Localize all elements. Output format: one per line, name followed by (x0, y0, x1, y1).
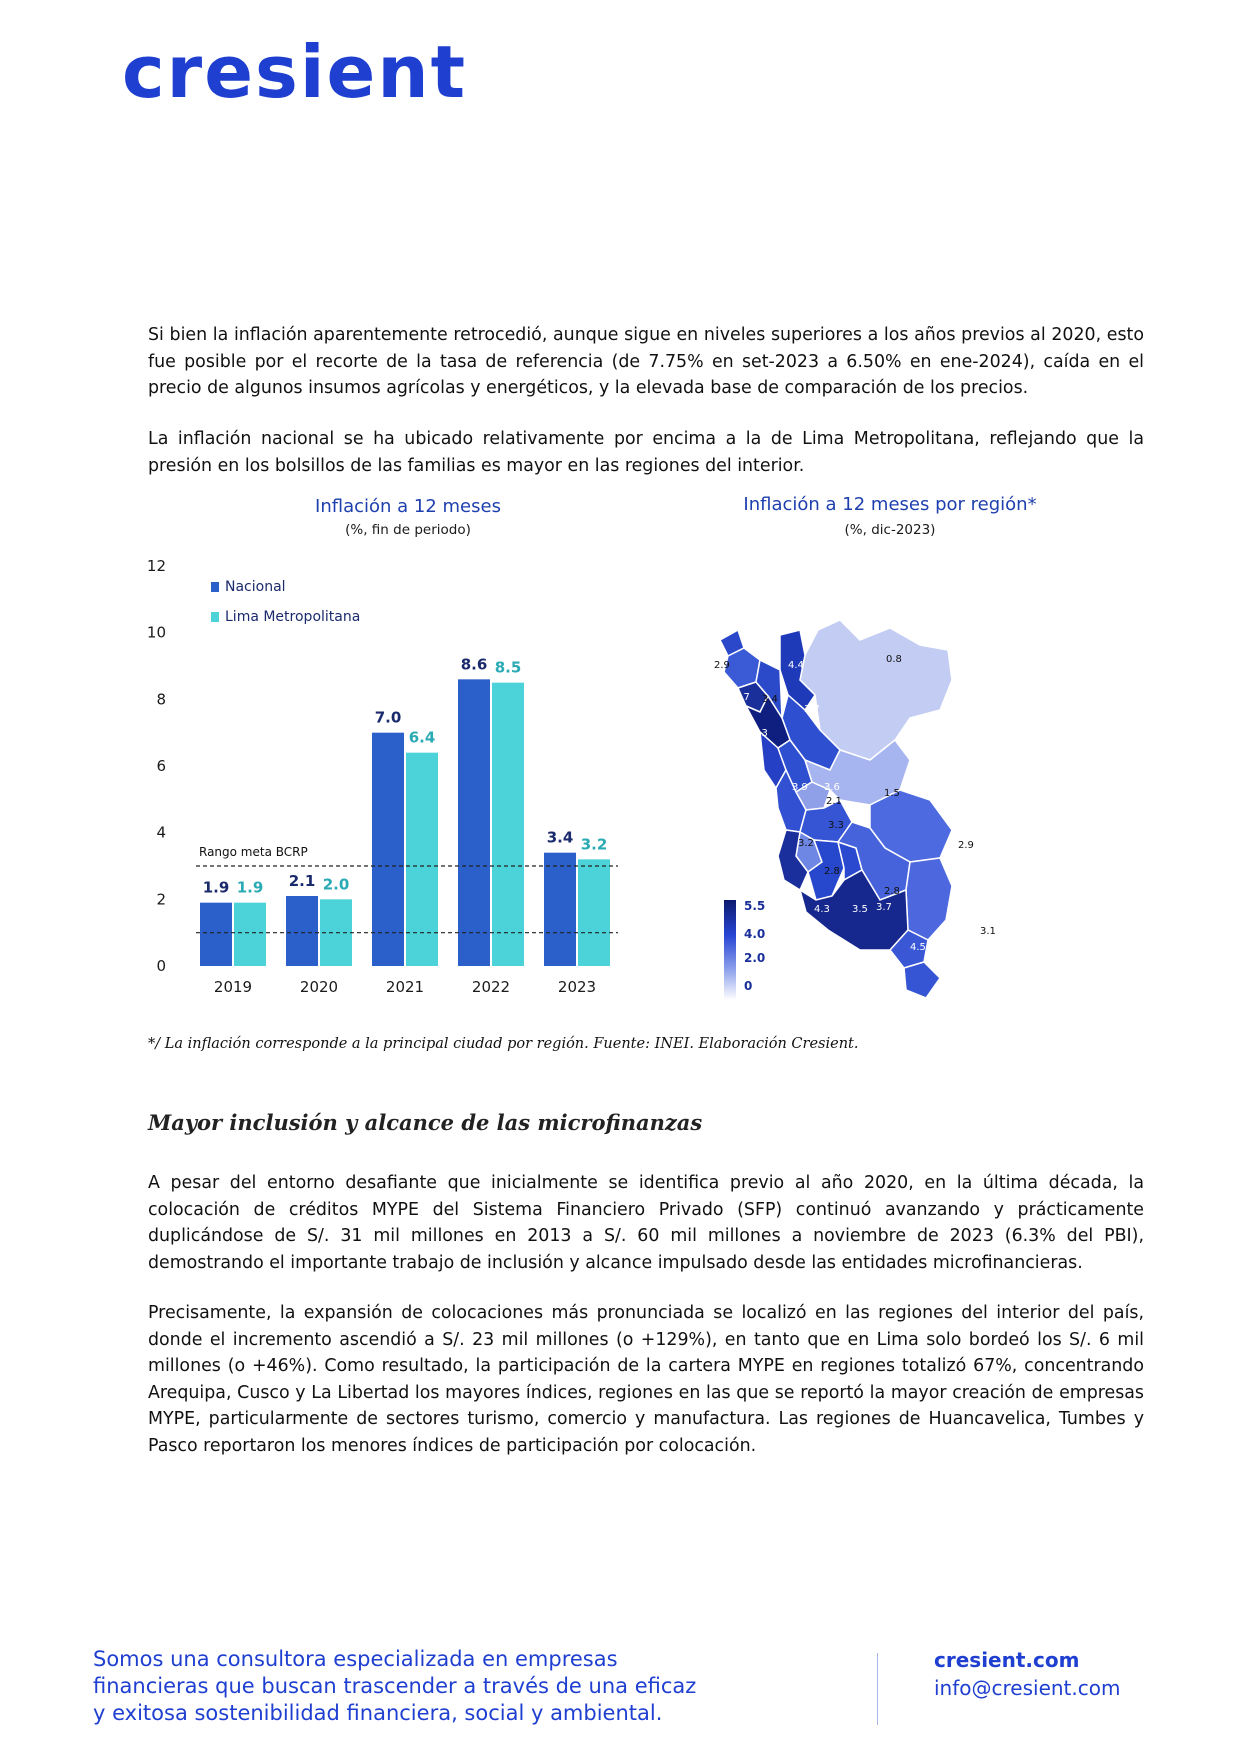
bar-nacional-2021 (372, 733, 404, 966)
region-value-label: 4.3 (814, 904, 830, 915)
color-scale-label: 5.5 (744, 899, 766, 913)
x-tick-label: 2021 (385, 978, 425, 996)
bar-nacional-2022 (458, 679, 490, 966)
map-chart-title: Inflación a 12 meses por región* (743, 494, 1037, 515)
x-tick-label: 2022 (471, 978, 511, 996)
peru-region-inflation-map (708, 600, 1060, 1020)
bar-nacional-2020 (286, 896, 318, 966)
legend-swatch (211, 612, 219, 622)
bar-value-label: 2.1 (288, 872, 316, 890)
region-value-label: 3.5 (852, 904, 868, 915)
region-value-label: 2.9 (958, 840, 974, 851)
region-value-label: 0.8 (886, 654, 902, 665)
x-tick-label: 2020 (299, 978, 339, 996)
bar-value-label: 3.4 (546, 828, 574, 847)
paragraph-inflation-intro: Si bien la inflación aparentemente retrocedió, aunque sigue en niveles superiores a los años previos al 2020, esto fue posible por el recorte de la tasa de referencia (de 7.75% en set-2023 a 6.50% en ene-2024), caída en el precio de algunos insumos agrícolas y energéticos, y la elevada base de comparación de los precios. (148, 325, 1144, 398)
region-value-label: 3.7 (876, 902, 892, 913)
bar-chart-title: Inflación a 12 meses (315, 496, 501, 517)
inflation-bar-chart (140, 548, 640, 1008)
y-tick-label: 2 (156, 890, 166, 909)
bar-lima-2022 (492, 683, 524, 966)
footer-tagline-line-2: financieras que buscan trascender a través de una eficaz (93, 1674, 697, 1698)
region-value-label: 3.9 (792, 782, 808, 793)
region-value-label: 3.4 (762, 694, 778, 705)
footer-divider (877, 1653, 878, 1725)
region-value-label: 2.1 (826, 796, 842, 807)
region-value-label: 1.5 (884, 788, 900, 799)
bar-value-label: 1.9 (202, 878, 230, 897)
region-value-label: 4.5 (910, 942, 926, 953)
y-tick-label: 12 (146, 557, 166, 575)
region-value-label: 4.4 (788, 660, 804, 671)
bar-value-label: 6.4 (408, 728, 436, 747)
footer-tagline-line-1: Somos una consultora especializada en empresas (93, 1647, 618, 1671)
region-value-label: 3.6 (824, 782, 840, 793)
y-tick-label: 0 (156, 957, 166, 975)
footer-tagline-line-3: y exitosa sostenibilidad financiera, social y ambiental. (93, 1701, 663, 1725)
target-range-label: Rango meta BCRP (199, 845, 308, 859)
y-tick-label: 10 (146, 623, 166, 642)
bar-value-label: 7.0 (374, 708, 402, 727)
region-value-label: 3.7 (972, 986, 988, 997)
footer-email-link[interactable]: info@cresient.com (934, 1676, 1121, 1700)
bar-value-label: 8.5 (494, 658, 522, 677)
region-puno (906, 858, 952, 940)
x-tick-label: 2023 (557, 978, 597, 996)
bar-chart-subtitle: (%, fin de periodo) (345, 522, 471, 538)
cresient-logo: cresient (122, 30, 468, 114)
paragraph-mype-growth: A pesar del entorno desafiante que inicialmente se identifica previo al año 2020, en la última década, la colocación de créditos MYPE del Sistema Financiero Privado (SFP) continuó avanzando y prácticamente duplicándose de S/. 31 mil millones en 2013 a S/. 60 mil millones a noviembre de 2023 (6.3% del PBI), demostrando el importante trabajo de inclusión y alcance impulsado desde las entidades microfinancieras. (148, 1173, 1144, 1273)
bar-lima-2023 (578, 859, 610, 966)
region-value-label: 3.9 (708, 624, 724, 635)
region-value-label: 4.7 (734, 692, 750, 703)
bar-nacional-2023 (544, 853, 576, 966)
y-tick-label: 8 (156, 690, 166, 709)
x-tick-label: 2019 (213, 978, 253, 996)
color-scale-label: 0 (744, 979, 753, 993)
y-tick-label: 6 (156, 757, 166, 775)
region-value-label: 3.7 (804, 704, 820, 715)
region-tacna (904, 962, 940, 998)
legend-swatch (211, 582, 219, 592)
color-scale-label: 2.0 (744, 951, 766, 965)
bar-value-label: 3.2 (580, 835, 608, 854)
region-value-label: 3.1 (980, 926, 996, 937)
color-scale-label: 4.0 (744, 927, 766, 941)
region-value-label: 3.6 (950, 972, 966, 983)
section-heading: Mayor inclusión y alcance de las microfinanzas (148, 1110, 703, 1135)
region-value-label: 3.2 (798, 838, 814, 849)
bar-value-label: 1.9 (236, 878, 264, 897)
paragraph-regional-expansion: Precisamente, la expansión de colocaciones más pronunciada se localizó en las regiones del interior del país, donde el incremento ascendió a S/. 23 mil millones (o +129%), en tanto que en Lima solo bordeó los S/. 6 mil millones (o +46%). Como resultado, la participación de la cartera MYPE en regiones totalizó 67%, concentrando Arequipa, Cusco y La Libertad los mayores índices, regiones en las que se reportó la mayor creación de empresas MYPE, particularmente de sectores turismo, comercio y manufactura. Las regiones de Huancavelica, Tumbes y Pasco reportaron los menores índices de participación por colocación. (148, 1303, 1144, 1456)
footer-website-link[interactable]: cresient.com (934, 1648, 1080, 1672)
map-chart-subtitle: (%, dic-2023) (844, 522, 936, 538)
bar-value-label: 2.0 (322, 875, 350, 894)
region-value-label: 2.8 (884, 886, 900, 897)
legend-label: Nacional (225, 579, 286, 595)
legend-label: Lima Metropolitana (225, 609, 361, 625)
bar-lima-2019 (234, 903, 266, 966)
region-value-label: 2.9 (714, 660, 730, 671)
paragraph-national-vs-lima: La inflación nacional se ha ubicado relativamente por encima a la de Lima Metropolitana, reflejando que la presión en los bolsillos de las familias es mayor en las regiones del interior. (148, 429, 1144, 476)
footer-tagline (93, 1646, 793, 1727)
bar-value-label: 8.6 (460, 655, 488, 674)
y-tick-label: 4 (156, 823, 166, 842)
region-value-label: 5.3 (752, 728, 768, 739)
region-value-label: 3.3 (828, 820, 844, 831)
chart-source-note: */ La inflación corresponde a la principal ciudad por región. Fuente: INEI. Elaboración Cresient. (148, 1036, 859, 1052)
bar-lima-2021 (406, 753, 438, 966)
region-value-label: 2.8 (824, 866, 840, 877)
bar-nacional-2019 (200, 903, 232, 966)
color-scale-bar (724, 900, 736, 1000)
